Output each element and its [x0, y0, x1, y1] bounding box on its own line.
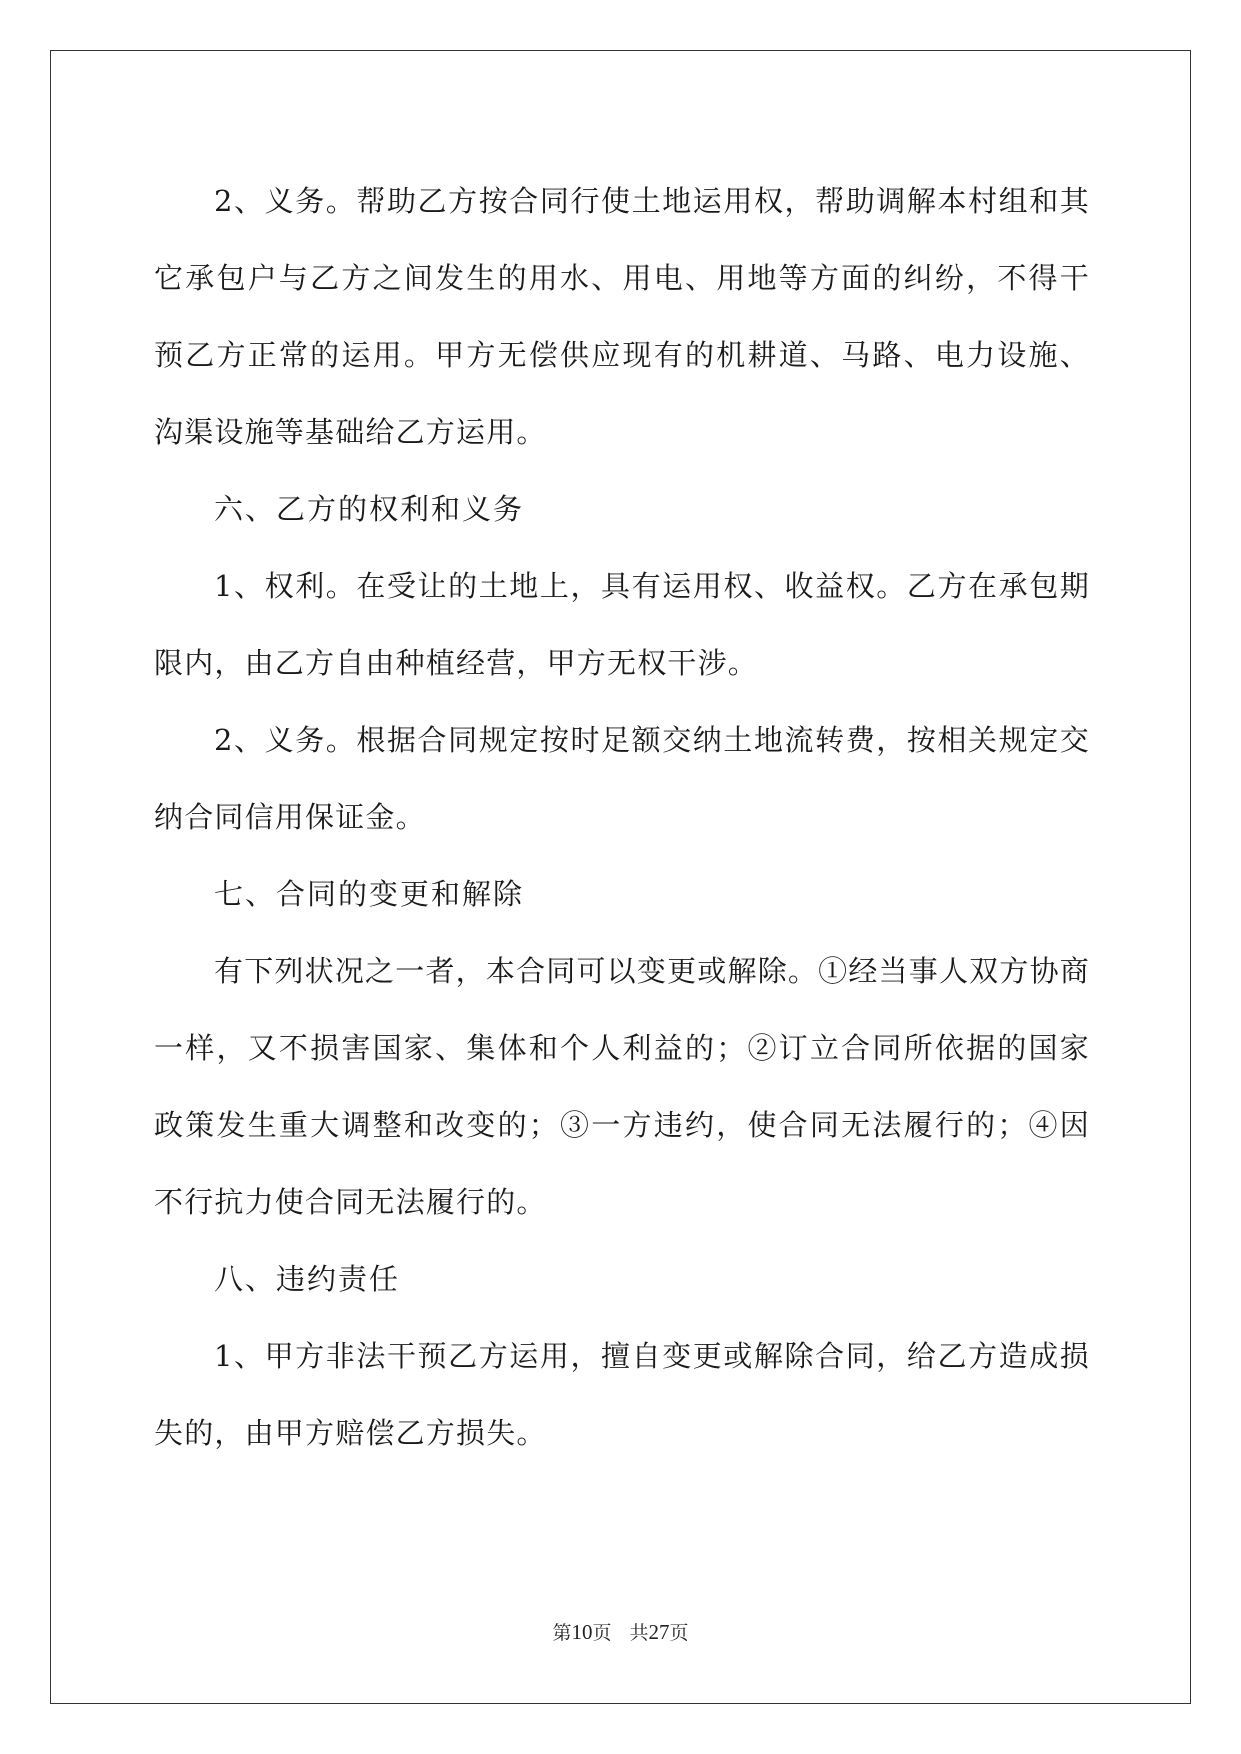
paragraph-change-termination: 有下列状况之一者，本合同可以变更或解除。①经当事人双方协商一样，又不损害国家、集体和个人利益的；②订立合同所依据的国家政策发生重大调整和改变的；③一方违约，使合同无法履行的；④因不行抗力使合同无法履行的。	[154, 954, 1090, 1219]
paragraph-liability-party-a: 1、甲方非法干预乙方运用，擅自变更或解除合同，给乙方造成损失的，由甲方赔偿乙方损失。	[154, 1339, 1090, 1450]
paragraph-obligations-party-b: 2、义务。根据合同规定按时足额交纳土地流转费，按相关规定交纳合同信用保证金。	[154, 723, 1090, 834]
footer-total-prefix: 共	[629, 1622, 649, 1644]
paragraph-obligations-party-a: 2、义务。帮助乙方按合同行使土地运用权，帮助调解本村组和其它承包户与乙方之间发生的用水、用电、用地等方面的纠纷，不得干预乙方正常的运用。甲方无偿供应现有的机耕道、马路、电力设施、沟渠设施等基础给乙方运用。	[154, 184, 1090, 449]
footer-total-suffix: 页	[669, 1622, 689, 1644]
footer-total-pages: 27	[648, 1620, 670, 1644]
footer-page-prefix: 第	[552, 1622, 572, 1644]
footer-page-suffix: 页	[592, 1622, 612, 1644]
paragraph-rights-party-b: 1、权利。在受让的土地上，具有运用权、收益权。乙方在承包期限内，由乙方自由种植经营，甲方无权干涉。	[154, 569, 1090, 680]
section-heading-six: 六、乙方的权利和义务	[214, 492, 525, 526]
document-body	[154, 163, 1090, 1472]
section-heading-eight: 八、违约责任	[214, 1262, 401, 1296]
page-footer	[0, 1618, 1241, 1645]
section-heading-seven: 七、合同的变更和解除	[214, 877, 525, 911]
footer-page-number: 10	[571, 1620, 593, 1644]
